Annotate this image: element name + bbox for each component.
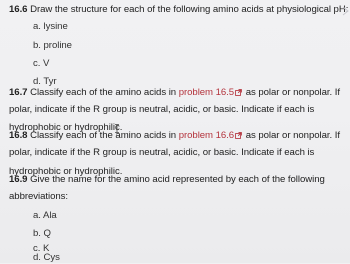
answer-part: d. Cys	[33, 252, 60, 263]
question-number: 16.8	[9, 130, 28, 141]
question-text-continued: abbreviations:	[9, 191, 69, 202]
question-16-6-line	[9, 4, 348, 16]
problem-link[interactable]: problem 16.5	[178, 87, 235, 98]
external-link-icon[interactable]	[235, 89, 242, 96]
question-text: Classify each of the amino acids in	[27, 130, 179, 141]
answer-part: c. K	[33, 243, 50, 254]
question-16-9-line	[9, 174, 325, 186]
question-text-continued: polar, indicate if the R group is neutral, acidic, or basic. Indicate if each is	[9, 104, 315, 115]
question-number: 16.7	[9, 87, 28, 98]
question-16-8-line	[9, 130, 340, 142]
answer-part: a. lysine	[33, 21, 68, 32]
edge-artifact-icon	[342, 6, 350, 16]
question-text: Draw the structure for each of the following amino acids at physiological pH:	[27, 4, 349, 15]
question-text: Give the name for the amino acid represented by each of the following	[27, 174, 325, 185]
question-text: as polar or nonpolar. If	[243, 87, 340, 98]
question-text: as polar or nonpolar. If	[243, 130, 340, 141]
question-16-7-line	[9, 87, 340, 99]
question-text: Classify each of the amino acids in	[27, 87, 179, 98]
question-text-continued: hydrophobic or hydrophilic.	[9, 122, 123, 133]
question-number: 16.6	[9, 4, 28, 15]
question-number: 16.9	[9, 174, 28, 185]
question-text-continued: polar, indicate if the R group is neutral, acidic, or basic. Indicate if each is	[9, 147, 315, 158]
answer-part: a. Ala	[33, 210, 57, 221]
external-link-icon[interactable]	[235, 132, 242, 139]
answer-part: b. Q	[33, 228, 51, 239]
problem-link[interactable]: problem 16.6	[178, 130, 235, 141]
question-text-continued: hydrophobic or hydrophilic.	[9, 166, 123, 177]
answer-part: c. V	[33, 58, 50, 69]
answer-part: b. proline	[33, 40, 72, 51]
answer-part: d. Tyr	[33, 76, 57, 87]
